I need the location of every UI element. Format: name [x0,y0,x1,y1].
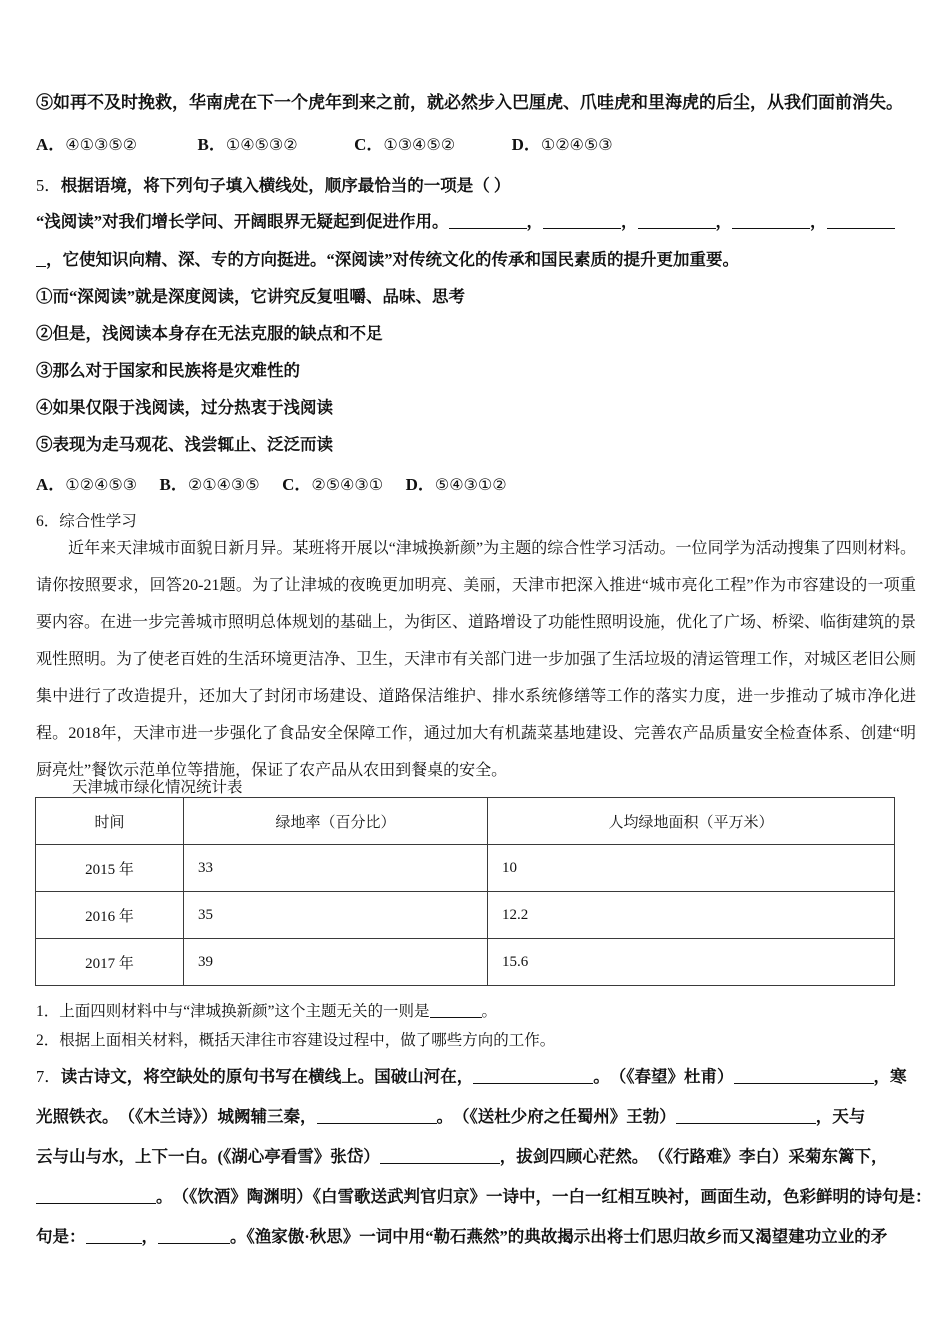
q5-stem [36,172,510,196]
q4-option-b-label: B． [197,135,226,154]
table-header-green-rate: 绿地率（百分比） [184,798,488,845]
q5-number: 5． [36,176,61,195]
q7-blank-8[interactable] [158,1227,230,1245]
q7-line-4 [36,1183,932,1207]
q5-option-b-value[interactable]: ②①④③⑤ [187,475,260,494]
q5-option-d-value[interactable]: ⑤④③①② [434,475,507,494]
q4-option-a-value[interactable]: ④①③⑤② [65,135,137,154]
q7-line-5 [36,1223,887,1247]
q4-option-c-label: C． [354,135,384,154]
table-header-row [36,798,895,845]
q6-passage [36,530,916,789]
q7-line-1 [36,1063,907,1087]
q6-title: 综合性学习 [59,513,137,530]
q4-stem-item5: ⑤如再不及时挽救，华南虎在下一个虎年到来之前，就必然步入巴厘虎、爪哇虎和里海虎的后尘，从我们面前消失。 [36,93,903,112]
q7-seg-4a: ，天与 [815,1107,866,1126]
q4-option-b-value[interactable]: ①④⑤③② [225,135,298,154]
q7-seg-4b: 云与山与水，上下一白。(《湖心亭看雪》张岱） [36,1147,380,1166]
q5-item-4: ④如果仅限于浅阅读，过分热衷于浅阅读 [36,398,333,417]
cell-rate-2015: 33 [184,845,488,892]
cell-year-2017: 2017 年 [36,939,184,986]
cell-year-2015: 2015 年 [36,845,184,892]
q7-seg-5: ，拔剑四顾心茫然。 （《行路难》李白）采菊东篱下， [499,1147,888,1166]
q4-option-d-label: D． [511,135,541,154]
q6-sub2-number: 2． [36,1032,60,1049]
q7-seg-7-lead: 句是： [36,1227,86,1246]
cell-area-2016: 12.2 [488,892,895,939]
q5-option-a-label: A． [36,475,66,494]
q6-sub-question-2 [36,1028,555,1050]
q7-line-3 [36,1143,888,1167]
q5-item-5: ⑤表现为走马观花、浅尝辄止、泛泛而读 [36,435,333,454]
q6-sub1-suffix: 。 [481,1003,498,1020]
q7-seg-2a: ，寒 [873,1067,907,1086]
cell-year-2016: 2016 年 [36,892,184,939]
table-header-time: 时间 [36,798,184,845]
q7-blank-5[interactable] [380,1147,500,1165]
q6-sub1-blank[interactable] [430,1002,482,1019]
q7-blank-4[interactable] [676,1107,816,1125]
q7-seg-6: 。 （《饮酒》陶渊明）《白雪歌送武判官归京》一诗中，一白一红相互映衬，画面生动，色彩鲜明的诗句是： [156,1187,932,1206]
q5-option-a-value[interactable]: ①②④⑤③ [65,475,137,494]
q5-item-1: ①而“深阅读”就是深度阅读，它讲究反复咀嚼、品味、思考 [36,287,465,306]
table-row [36,939,895,986]
q5-blank-3[interactable] [638,212,716,230]
q5-option-c-value[interactable]: ②⑤④③① [311,475,384,494]
q4-options-row [36,130,916,155]
q7-blank-2[interactable] [734,1067,874,1085]
q7-seg-3: 。 （《送杜少府之任蜀州》王勃） [436,1107,676,1126]
q6-sub1-number: 1． [36,1003,60,1020]
q5-option-d-label: D． [405,475,435,494]
q5-blank-2[interactable] [543,212,621,230]
table-header-per-capita-area: 人均绿地面积（平万米） [488,798,895,845]
q7-seg-8: 。《渔家傲·秋思》一词中用“勒石燕然”的典故揭示出将士们思归故乡而又渴望建功立业的矛 [230,1227,888,1246]
q4-option-d-value[interactable]: ①②④⑤③ [540,135,613,154]
q5-blank-1[interactable] [449,212,527,230]
cell-area-2015: 10 [488,845,895,892]
q5-context-line2 [36,246,739,270]
q7-line-2 [36,1103,865,1127]
q6-number: 6． [36,513,60,530]
q5-item-3: ③那么对于国家和民族将是灾难性的 [36,361,300,380]
q5-blank-5[interactable] [827,212,895,230]
q6-table-caption: 天津城市绿化情况统计表 [72,779,243,796]
q7-seg-1: 。 （《春望》杜甫） [593,1067,734,1086]
q6-passage-text: 近年来天津城市面貌日新月异。某班将开展以“津城换新颜”为主题的综合性学习活动。一位同学为活动搜集了四则材料。请你按照要求，回答20-21题。为了让津城的夜晚更加明亮、美丽，天津市把深入推进“城市亮化工程”作为市容建设的一项重要内容。在进一步完善城市照明总体规划的基础上，为街区、道路增设了功能性照明设施，优化了广场、桥梁、临街建筑的景观性照明。为了使老百姓的生活环境更洁净、卫生，天津市有关部门进一步加强了生活垃圾的清运管理工作，对城区老旧公厕集中进行了改造提升，还加大了封闭市场建设、道路保洁维护、排水系统修缮等工作的落实力度，进一步推动了城市净化进程。2018年，天津市进一步强化了食品安全保障工作，通过加大有机蔬菜基地建设、完善农产品质量安全检查体系、创建“明厨亮灶”餐饮示范单位等措施，保证了农产品从农田到餐桌的安全。 [36,540,917,779]
q7-seg-2b: 光照铁衣。 （《木兰诗》）城阙辅三秦， [36,1107,317,1126]
q5-blank-4[interactable] [732,212,810,230]
q7-blank-1[interactable] [473,1067,593,1085]
q7-seg-mid: ， [141,1227,158,1246]
q7-blank-6[interactable] [36,1187,156,1205]
q5-option-c-label: C． [282,475,312,494]
q5-context-part1: “浅阅读”对我们增长学问、开阔眼界无疑起到促进作用。 [36,212,449,231]
q6-sub1-text: 上面四则材料中与“津城换新颜”这个主题无关的一则是 [59,1003,430,1020]
cell-rate-2016: 35 [184,892,488,939]
q6-sub-question-1 [36,999,497,1021]
q5-option-b-label: B． [159,475,188,494]
q6-sub2-text: 根据上面相关材料，概括天津往市容建设过程中，做了哪些方向的工作。 [59,1032,556,1049]
q7-blank-3[interactable] [317,1107,437,1125]
q4-option-c-value[interactable]: ①③④⑤② [383,135,456,154]
q5-context-line1: “浅阅读”对我们增长学问、开阔眼界无疑起到促进作用。 ， ， ， ， [36,208,895,232]
green-space-statistics-table [35,797,895,986]
cell-area-2017: 15.6 [488,939,895,986]
q4-option-a-label: A． [36,135,66,154]
q5-options-row [36,470,916,495]
table-row [36,845,895,892]
q6-heading [36,509,137,531]
q7-number: 7． [36,1067,61,1086]
q5-blank-5-cont[interactable] [36,250,46,268]
q5-item-2: ②但是，浅阅读本身存在无法克服的缺点和不足 [36,324,383,343]
q5-context-part2: ，它使知识向精、深、专的方向挺进。“深阅读”对传统文化的传承和国民素质的提升更加重要。 [46,250,739,269]
q5-stem-text: 根据语境，将下列句子填入横线处，顺序最恰当的一项是（ ） [60,176,511,195]
table-row [36,892,895,939]
q7-stem-lead: 读古诗文，将空缺处的原句书写在横线上。国破山河在， [60,1067,474,1086]
q7-blank-7[interactable] [86,1227,142,1245]
cell-rate-2017: 39 [184,939,488,986]
